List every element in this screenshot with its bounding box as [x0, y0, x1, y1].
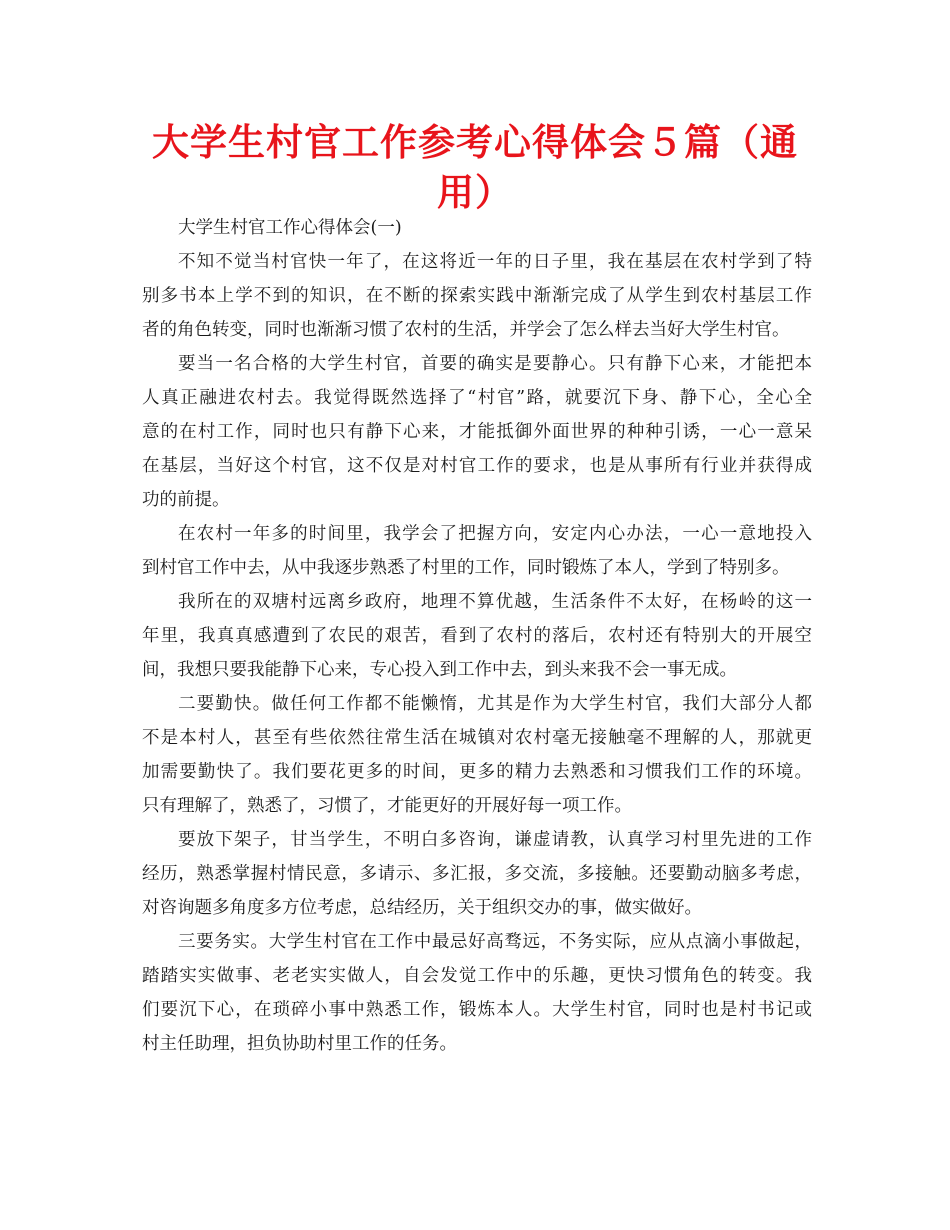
- paragraph-line: 在基层，当好这个村官，这不仅是对村官工作的要求，也是从事所有行业并获得成: [142, 456, 812, 476]
- paragraph-line: 别多书本上学不到的知识，在不断的探索实践中渐渐完成了从学生到农村基层工作: [142, 286, 812, 306]
- section-heading: 大学生村官工作心得体会(一): [178, 218, 402, 238]
- document-title: [140, 118, 810, 218]
- paragraph-line: 到村官工作中去，从中我逐步熟悉了村里的工作，同时锻炼了本人，学到了特别多。: [142, 558, 790, 578]
- body-paragraph: [142, 925, 812, 1061]
- body-paragraph: [142, 823, 812, 925]
- paragraph-line: 意的在村工作，同时也只有静下心来，才能抵御外面世界的种种引诱，一心一意呆: [142, 422, 812, 442]
- document-body: [142, 245, 812, 1061]
- paragraph-line: 不知不觉当村官快一年了，在这将近一年的日子里，我在基层在农村学到了特: [178, 252, 812, 272]
- document-title-line: 大学生村官工作参考心得体会５篇（通: [152, 121, 798, 164]
- paragraph-line: 年里，我真真感遭到了农民的艰苦，看到了农村的落后，农村还有特别大的开展空: [142, 626, 812, 646]
- document-title-line: 用）: [437, 171, 513, 214]
- body-paragraph: [142, 347, 812, 517]
- paragraph-line: 不是本村人，甚至有些依然往常生活在城镇对农村毫无接触毫不理解的人，那就更: [142, 728, 812, 748]
- paragraph-line: 在农村一年多的时间里，我学会了把握方向，安定内心办法，一心一意地投入: [178, 524, 812, 544]
- paragraph-line: 们要沉下心，在琐碎小事中熟悉工作，锻炼本人。大学生村官，同时也是村书记或: [142, 1000, 812, 1020]
- paragraph-line: 对咨询题多角度多方位考虑，总结经历，关于组织交办的事，做实做好。: [142, 898, 702, 918]
- paragraph-line: 要当一名合格的大学生村官，首要的确实是要静心。只有静下心来，才能把本: [178, 354, 812, 374]
- paragraph-line: 要放下架子，甘当学生，不明白多咨询，谦虚请教，认真学习村里先进的工作: [178, 830, 812, 850]
- paragraph-line: 间，我想只要我能静下心来，专心投入到工作中去，到头来我不会一事无成。: [142, 660, 737, 680]
- paragraph-line: 二要勤快。做任何工作都不能懒惰，尤其是作为大学生村官，我们大部分人都: [178, 694, 812, 714]
- body-paragraph: [142, 687, 812, 823]
- paragraph-line: 三要务实。大学生村官在工作中最忌好高骛远，不务实际，应从点滴小事做起，: [178, 932, 812, 952]
- paragraph-line: 功的前提。: [142, 490, 230, 510]
- body-paragraph: [142, 585, 812, 687]
- paragraph-line: 者的角色转变，同时也渐渐习惯了农村的生活，并学会了怎么样去当好大学生村官。: [142, 320, 790, 340]
- paragraph-line: 加需要勤快了。我们要花更多的时间，更多的精力去熟悉和习惯我们工作的环境。: [142, 762, 812, 782]
- paragraph-line: 我所在的双塘村远离乡政府，地理不算优越，生活条件不太好，在杨岭的这一: [178, 592, 812, 612]
- paragraph-line: 人真正融进农村去。我觉得既然选择了“村官”路，就要沉下身、静下心，全心全: [142, 388, 812, 408]
- body-paragraph: [142, 245, 812, 347]
- paragraph-line: 经历，熟悉掌握村情民意，多请示、多汇报，多交流，多接触。还要勤动脑多考虑，: [142, 864, 812, 884]
- paragraph-line: 村主任助理，担负协助村里工作的任务。: [142, 1034, 457, 1054]
- body-paragraph: [142, 517, 812, 585]
- paragraph-line: 踏踏实实做事、老老实实做人，自会发觉工作中的乐趣，更快习惯角色的转变。我: [142, 966, 812, 986]
- paragraph-line: 只有理解了，熟悉了，习惯了，才能更好的开展好每一项工作。: [142, 796, 632, 816]
